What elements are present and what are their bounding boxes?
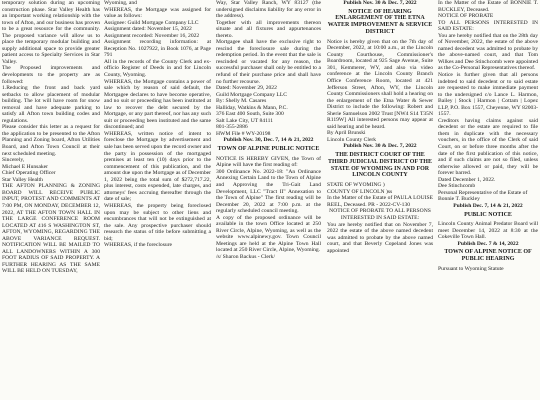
notice-paragraph: HWM File # WY-20198 bbox=[216, 130, 271, 137]
notice-paragraph: Salt Lake City, UT 84111 bbox=[216, 117, 274, 124]
notice-paragraph: Dated December 1, 2022. bbox=[438, 176, 496, 183]
notice-paragraph: NOTICE OF PROBATE bbox=[438, 13, 494, 20]
notice-paragraph: Michael E Hunsaker bbox=[2, 163, 48, 170]
notice-paragraph: Halliday, Watkins & Mann, P.C. bbox=[216, 104, 288, 111]
notice-paragraph: By April Brunski bbox=[327, 130, 366, 137]
column-5 bbox=[438, 0, 538, 400]
notice-paragraph: WHEREAS, the property being foreclosed upon may be subject to other liens and encumbrances that will not be extinguished at the sale. Any prospective purchaser should research the status of title before submitting a bid; bbox=[104, 202, 211, 242]
notice-paragraph: THE AFTON PLANNING & ZONING BOARD WILL RECEIVE PUBLIC INPUT, PROTEST AND COMMENTS AT 7:00 PM, ON MONDAY, DECEMBER 12, 2022, AT THE AFTON TOWN HALL IN THE LARGE CONFERENCE ROOM LOCATED AT 416 S WASHINGTON ST, AFTON, WYOMING, REGARDING THE ABOVE VARIANCE REQUEST. NOTIFICATION WILL BE MAILED TO ALL LANDOWNERS WITHIN A 300 FOOT RADIUS OF SAID PROPERTY. A FURTHER HEARING AS THE SAME WILL BE HELD ON TUESDAY, bbox=[2, 183, 100, 275]
notice-paragraph: The Proposed improvements and developments to the property are as followed: bbox=[2, 65, 100, 85]
notice-heading: NOTICE OF HEARING ENLARGEMENT OF THE ETNA WATER IMPROVEMENT & SERVICE DISTRICT bbox=[327, 8, 433, 35]
notice-paragraph: By: Shelly M. Casares bbox=[216, 98, 267, 105]
column-3 bbox=[216, 0, 321, 400]
notice-paragraph: Way, Star Valley Ranch, WY 83127 (the undersigned disclaims liability for any error in the address). bbox=[216, 0, 321, 20]
notice-subheading: NOTICE OF PROBATE TO ALL PERSONS INTERESTED IN SAID ESTATE: bbox=[329, 208, 431, 221]
notice-heading: TOWN OF ALPINE NOTICE OF PUBLIC HEARING bbox=[444, 249, 532, 263]
notice-paragraph: Lincoln County Clerk bbox=[327, 136, 377, 143]
notice-paragraph: 1.Reducing the front and back yard setbacks to allow placement of modular building. The lot will have room for snow removal and have adequate parking to satisfy all Afton town building codes and regulations. bbox=[2, 85, 100, 124]
notice-paragraph: Personal Representative of the Estate of bbox=[438, 189, 528, 196]
notice-paragraph: Together with all improvements thereon situate and all fixtures and appurtenances thereto. bbox=[216, 19, 321, 39]
notice-paragraph: Star Valley Health bbox=[2, 176, 43, 183]
notice-paragraph: 300 Ordinance No. 2022-18: "An Ordinance Annexing Certain Land to the Town of Alpine and Approving the Tri-Gait Land Development, LLC "Tract II" Annexation to the Town of Alpine" The first reading will be December 20, 2022 at 7:00 p.m. at the regularly scheduled council meeting. bbox=[216, 168, 321, 215]
column-2 bbox=[104, 0, 211, 400]
notice-heading: TOWN OF ALPINE PUBLIC NOTICE bbox=[217, 146, 320, 153]
notice-paragraph: Assignment recorded: November 16, 2022 bbox=[104, 32, 200, 39]
notice-paragraph: In the Matter of the Estate of PAULA LOUISE REEL, Deceased. PR - 2022-CV-130 bbox=[327, 195, 433, 208]
notice-paragraph: Notice is further given that all persons indebted to said decedent or to said estate are requested to make immediate payment to the undersigned c/o Lance L. Harmon, Bailey | Stock | Harmon | Cottam | Lopez LLP, P.O. Box 1557, Cheyenne, WY 82003-1557. bbox=[438, 72, 538, 118]
publish-dates: Publish Nov. 30 & Dec. 7, 2022 bbox=[343, 0, 417, 6]
notice-paragraph: Dee Stinchcomb bbox=[438, 183, 476, 190]
column-4 bbox=[327, 0, 433, 400]
notice-paragraph: Assignment recording information: at Reception No. 1027922, in Book 1076, at Page 791 bbox=[104, 39, 211, 59]
notice-paragraph: temporary solution during an upcoming construction phase. Star Valley Health has an important working relationship with the town of Afton, and our business has proven to be a great resource for the community. The proposed variance will allow us to place the temporary modular building and supply additional space to provide greater patient access to Specialty Services in Star Valley. bbox=[2, 0, 100, 65]
publish-dates: Publish Dec. 7 & 14, 2022 bbox=[457, 240, 519, 247]
notice-paragraph: 376 East 400 South, Suite 300 bbox=[216, 111, 284, 118]
notice-paragraph: COUNTY OF LINCOLN )ss bbox=[327, 188, 393, 195]
notice-heading: THE DISTRICT COURT OF THE THIRD JUDICIAL DISTRICT OF THE STATE OF WYOMING IN AND FOR LINCOLN COUNTY bbox=[328, 152, 432, 179]
publish-dates: Publish Dec. 7, 14 & 21, 2022 bbox=[453, 202, 523, 209]
publish-dates: Publish Nov. 30 & Dec. 7, 2022 bbox=[343, 143, 417, 150]
publish-dates: Publish Nov. 30, Dec. 7, 14 & 21, 2022 bbox=[223, 137, 314, 144]
notice-paragraph: You are hereby notified that on November 7, 2022 the estate of the above named decedent was admitted to probate by the above named court, and that Beverly Copeland Jones was appointed bbox=[327, 221, 433, 254]
notice-paragraph: Please consider this letter as a request for the application to be presented to the Afton Planning and Zoning board, Afton Utilities Board, and Afton Town Council at their next scheduled meeting. bbox=[2, 124, 100, 157]
column-1 bbox=[2, 0, 100, 400]
notice-paragraph: Chief Operating Officer bbox=[2, 170, 56, 177]
notice-paragraph: 801-355-2886 bbox=[216, 124, 248, 131]
notice-paragraph: STATE OF WYOMING ) bbox=[327, 182, 385, 189]
notice-paragraph: Guild Mortgage Company LLC bbox=[216, 91, 288, 98]
notice-paragraph: /s/ Sharon Backus - Clerk/ bbox=[216, 254, 276, 261]
notice-paragraph: Creditors having claims against said decedent or the estate are required to file them in duplicate with the necessary vouchers, in the office of the Clerk of said Court, on or before three months after the date of the first publication of this notice, and if such claims are not so filed, unless otherwise allowed or paid, they will be forever barred. bbox=[438, 117, 538, 177]
notice-paragraph: Pursuant to Wyoming Statute bbox=[438, 266, 504, 273]
notice-paragraph: Mortgagee shall have the exclusive right to rescind the foreclosure sale during the redemption period. In the event that the sale is rescinded or vacated for any reason, the successful purchaser shall only be entitled to a refund of their purchase price and shall have no further recourse. bbox=[216, 39, 321, 85]
notice-paragraph: Sincerely, bbox=[2, 157, 25, 164]
notice-heading: PUBLIC NOTICE bbox=[464, 211, 512, 218]
notice-paragraph: Notice is hereby given that on the 7th day of December, 2022, at 10:00 a.m., at the Lincoln County Courthouse, Commissioner's Boardroom, located at 925 Sage Avenue, Suite 301, Kemmerer, WY, and also via video conference at the Lincoln County Branch Office Conference Room, located at 421 Jefferson Street, Afton, WY, the Lincoln County Commissioners shall hold a hearing on the enlargement of the Etna Water & Sewer District to include the following: Robert and Sherie Samuelson 2002 Trust [NW4 S14 T35N R119W] All interested persons may appear at said hearing and be heard. bbox=[327, 38, 433, 130]
notice-paragraph: In the Matter of the Estate of BONNIE T. BUCKLEY, Deceased. bbox=[438, 0, 538, 13]
notice-paragraph: WHEREAS, the Mortgage was assigned for value as follows: bbox=[104, 6, 211, 20]
notice-paragraph: TO ALL PERSONS INTERESTED IN SAID ESTATE: bbox=[438, 19, 538, 33]
notice-paragraph: WHEREAS, written notice of intent to foreclose the Mortgage by advertisement and sale has been served upon the record owner and the party in possession of the mortgaged premises at least ten (10) days prior to the commencement of this publication, and the amount due upon the Mortgage as of December 1, 2022 being the total sum of $272,717.22, plus interest, costs expended, late charges, and attorneys' fees accruing thereafter through the date of sale; bbox=[104, 130, 211, 203]
notice-paragraph: WHEREAS, the Mortgage contains a power of sale which by reason of said default, the Mortgagee declares to have become operative, and no suit or proceeding has been instituted at law to recover the debt secured by the Mortgage, or any part thereof, nor has any such suit or proceeding been instituted and the same discontinued; and bbox=[104, 78, 211, 131]
notice-paragraph: Assignment dated: November 15, 2022 bbox=[104, 26, 192, 33]
notice-paragraph: All in the records of the County Clerk and ex-officio Register of Deeds in and for Lincoln County, Wyoming. bbox=[104, 58, 211, 79]
notice-paragraph: Wyoming, and bbox=[104, 0, 137, 6]
notice-paragraph: A copy of the proposed ordinance will be available in the town Office located at 250 River Circle, Alpine, Wyoming, as well as the website www.alpinewy.gov. Town Council Meetings are held at the Alpine Town Hall located at 250 River Circle, Alpine, Wyoming. bbox=[216, 214, 321, 254]
notice-paragraph: Dated: November 29, 2022 bbox=[216, 85, 277, 92]
notice-paragraph: WHEREAS, if the foreclosure bbox=[104, 242, 173, 249]
notice-paragraph: NOTICE IS HEREBY GIVEN, the Town of Alpine will have the first reading of: bbox=[216, 155, 321, 169]
notice-paragraph: Assignee: Guild Mortgage Company LLC bbox=[104, 19, 199, 26]
notice-paragraph: You are hereby notified that on the 28th day of November, 2022, the estate of the above named decedent was admitted to probate by the above-named court, and that Tom Wilkes and Dee Stinchcomb were appointed as the Co-Personal Representatives thereof. bbox=[438, 32, 538, 72]
notice-paragraph: Lincoln County Animal Predator Board will meet December 14, 2022 at 8:30 at the Cokeville Town Hall. bbox=[438, 221, 538, 241]
notice-paragraph: Bonnie T. Buckley bbox=[438, 196, 480, 203]
